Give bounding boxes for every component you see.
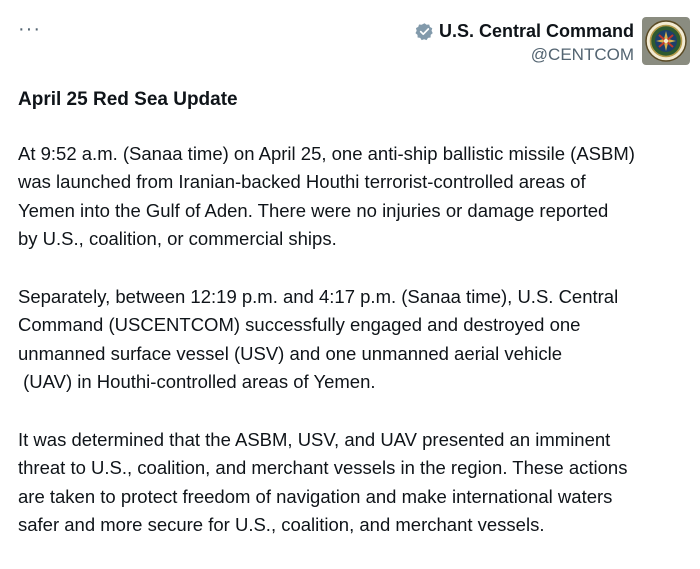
- tweet-line: threat to U.S., coalition, and merchant vessels in the region. These actions: [18, 457, 628, 479]
- author-block: [415, 20, 634, 65]
- verified-badge-icon: [415, 22, 434, 41]
- author-name-row: [415, 20, 634, 42]
- tweet-body: [18, 89, 690, 569]
- tweet-paragraph: [18, 140, 690, 254]
- centcom-seal-icon: [644, 19, 688, 63]
- tweet-line: was launched from Iranian-backed Houthi terrorist-controlled areas of: [18, 171, 586, 193]
- tweet-line: At 9:52 a.m. (Sanaa time) on April 25, one anti-ship ballistic missile (ASBM): [18, 142, 635, 164]
- tweet-paragraph: [18, 426, 690, 540]
- tweet-line: (UAV) in Houthi-controlled areas of Yemen.: [18, 371, 376, 393]
- tweet-line: safer and more secure for U.S., coalition, and merchant vessels.: [18, 514, 545, 536]
- tweet-line: by U.S., coalition, or commercial ships.: [18, 228, 337, 250]
- tweet-line: It was determined that the ASBM, USV, and UAV presented an imminent: [18, 428, 611, 450]
- tweet-line: Yemen into the Gulf of Aden. There were no injuries or damage reported: [18, 199, 609, 221]
- tweet-line: are taken to protect freedom of navigation and make international waters: [18, 485, 613, 507]
- more-options-button[interactable]: ···: [18, 18, 41, 40]
- tweet-line: unmanned surface vessel (USV) and one unmanned aerial vehicle: [18, 342, 563, 364]
- tweet-paragraph: [18, 283, 690, 397]
- tweet-title: April 25 Red Sea Update: [18, 89, 238, 110]
- tweet-line: Separately, between 12:19 p.m. and 4:17 p.m. (Sanaa time), U.S. Central: [18, 285, 619, 307]
- author-name[interactable]: U.S. Central Command: [438, 21, 634, 41]
- tweet-line: Command (USCENTCOM) successfully engaged and destroyed one: [18, 314, 581, 336]
- author-handle[interactable]: @CENTCOM: [530, 45, 634, 64]
- avatar[interactable]: [642, 17, 690, 65]
